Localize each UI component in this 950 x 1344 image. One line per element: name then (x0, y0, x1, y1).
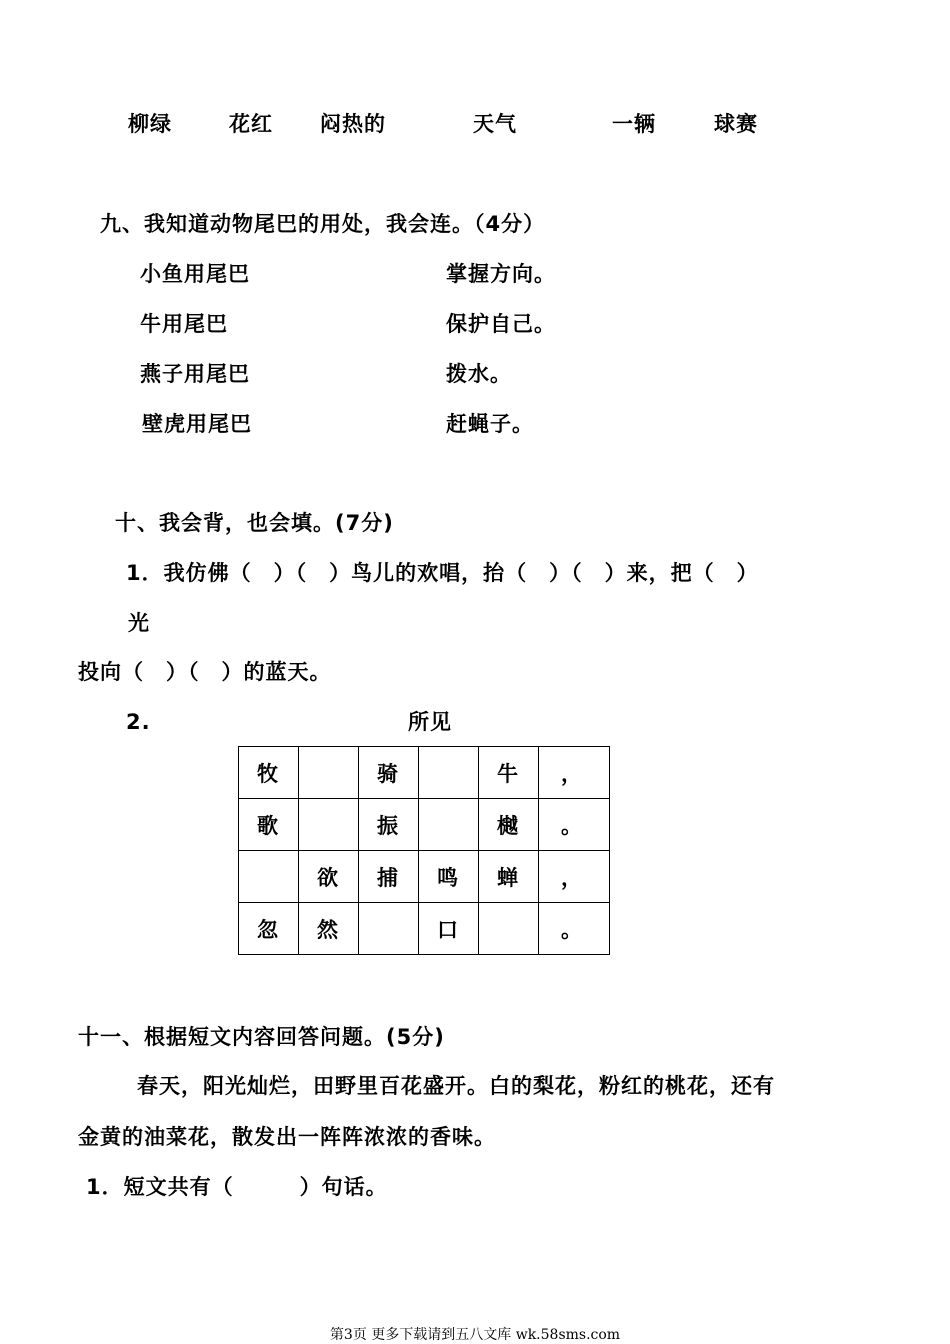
poem-cell: 振 (359, 799, 419, 851)
poem-cell[interactable] (359, 903, 419, 955)
poem-cell: ， (539, 851, 610, 903)
poem-cell: ， (539, 747, 610, 799)
poem-cell[interactable] (299, 799, 359, 851)
poem-cell: 捕 (359, 851, 419, 903)
poem-cell: 樾 (479, 799, 539, 851)
poem-row (239, 747, 610, 799)
poem-cell[interactable] (479, 903, 539, 955)
poem-row (239, 799, 610, 851)
poem-cell: 鸣 (419, 851, 479, 903)
poem-cell: 。 (539, 799, 610, 851)
match-left-item: 燕子用尾巴 (140, 362, 250, 386)
poem-row (239, 903, 610, 955)
poem-cell: 骑 (359, 747, 419, 799)
match-left-item: 小鱼用尾巴 (140, 262, 250, 286)
poem-cell: 忽 (239, 903, 299, 955)
poem-cell: 牧 (239, 747, 299, 799)
word-item: 天气 (473, 112, 517, 136)
word-item: 球赛 (714, 112, 758, 136)
poem-title: 所见 (408, 710, 452, 734)
match-right-item: 保护自己。 (446, 312, 556, 336)
poem-cell[interactable] (239, 851, 299, 903)
section-9-title: 九、我知道动物尾巴的用处，我会连。（4分） (100, 212, 546, 236)
poem-cell: 然 (299, 903, 359, 955)
passage-line: 金黄的油菜花，散发出一阵阵浓浓的香味。 (78, 1125, 496, 1149)
poem-row (239, 851, 610, 903)
poem-cell: 口 (419, 903, 479, 955)
poem-cell: 歌 (239, 799, 299, 851)
q1-line1: 1．我仿佛（ ）（ ）鸟儿的欢唱，抬（ ）（ ）来，把（ ） (126, 561, 759, 585)
word-item: 花红 (229, 112, 273, 136)
question-1: 1．短文共有（ ）句话。 (86, 1175, 388, 1199)
match-right-item: 拨水。 (446, 362, 512, 386)
poem-cell: 欲 (299, 851, 359, 903)
poem-cell: 牛 (479, 747, 539, 799)
match-right-item: 掌握方向。 (446, 262, 556, 286)
poem-cell[interactable] (419, 799, 479, 851)
section-10-title: 十、我会背，也会填。(7分) (115, 511, 394, 535)
q1-line2: 投向（ ）（ ）的蓝天。 (78, 660, 332, 684)
q2-label: 2. (126, 710, 151, 734)
section-11-title: 十一、根据短文内容回答问题。(5分) (78, 1025, 445, 1049)
page-footer: 第3页 更多下载请到五八文库 wk.58sms.com (329, 1327, 621, 1343)
passage-line: 春天，阳光灿烂，田野里百花盛开。白的梨花，粉红的桃花，还有 (137, 1074, 775, 1098)
match-right-item: 赶蝇子。 (446, 412, 534, 436)
poem-cell: 。 (539, 903, 610, 955)
poem-cell: 蝉 (479, 851, 539, 903)
q1-line1-wrap: 光 (128, 611, 150, 635)
word-item: 一辆 (612, 112, 656, 136)
word-item: 闷热的 (320, 112, 386, 136)
match-left-item: 牛用尾巴 (140, 312, 228, 336)
match-left-item: 壁虎用尾巴 (142, 412, 252, 436)
poem-cell[interactable] (299, 747, 359, 799)
poem-cell[interactable] (419, 747, 479, 799)
poem-grid (238, 746, 610, 955)
word-item: 柳绿 (128, 112, 172, 136)
